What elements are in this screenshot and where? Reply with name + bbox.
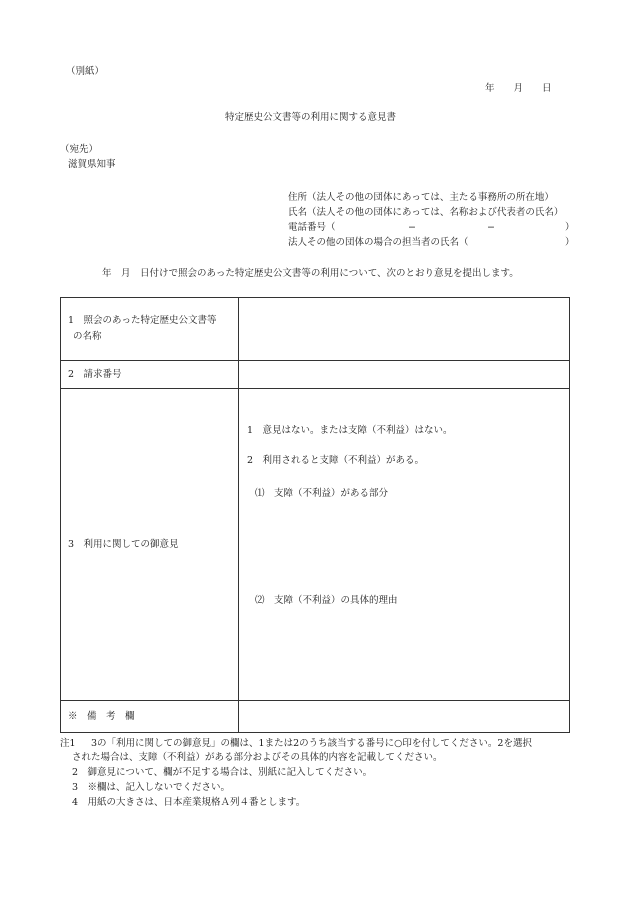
contact-label: 法人その他の団体の場合の担当者の氏名（	[288, 237, 469, 248]
row2-value-cell[interactable]	[239, 361, 570, 389]
row-document-name	[61, 298, 570, 361]
row1-label-line1: 1 照会のあった特定歴史公文書等	[68, 315, 217, 326]
date-line: 年 月 日	[485, 83, 552, 94]
row1-value-cell[interactable]	[239, 298, 570, 361]
document-title: 特定歴史公文書等の利用に関する意見書	[225, 112, 397, 123]
note-1-line-2: された場合は、支障（不利益）がある部分およびその具体的内容を記載してください。	[72, 752, 443, 763]
opinion-option-1[interactable]: 1 意見はない。または支障（不利益）はない。	[247, 425, 453, 436]
note-1-prefix: 注1	[60, 738, 76, 749]
note-2: 2 御意見について、欄が不足する場合は、別紙に記入してください。	[72, 767, 373, 778]
opinion-sub-2: ⑵ 支障（不利益）の具体的理由	[255, 595, 398, 606]
row1-label-line2: の名称	[73, 331, 102, 342]
applicant-phone-label: 電話番号（	[288, 222, 336, 233]
row-request-number	[61, 361, 570, 389]
applicant-address: 住所（法人その他の団体にあっては、主たる事務所の所在地）	[288, 192, 554, 203]
row-opinion	[61, 389, 570, 701]
addressee-prefix: （宛先）	[60, 144, 99, 155]
note-4: 4 用紙の大きさは、日本産業規格Ａ列４番とします。	[72, 797, 306, 808]
row4-value-cell	[239, 701, 570, 733]
row-remarks	[61, 701, 570, 733]
row2-label: 2 請求番号	[61, 361, 239, 389]
note-1-line-1: 3の「利用に関しての御意見」の欄は、1または2のうち該当する番号に○印を付してください。2を選択	[91, 738, 532, 749]
row4-label: ※ 備 考 欄	[61, 701, 239, 733]
row3-value-cell[interactable]	[239, 389, 570, 701]
opinion-option-2[interactable]: 2 利用されると支障（不利益）がある。	[247, 455, 425, 466]
addressee-name: 滋賀県知事	[68, 159, 116, 170]
contact-close: ）	[565, 237, 575, 248]
phone-dash-2: −	[487, 222, 495, 233]
attachment-label: （別紙）	[66, 66, 105, 77]
phone-dash-1: −	[408, 222, 416, 233]
intro-sentence: 年 月 日付けで照会のあった特定歴史公文書等の利用について、次のとおり意見を提出します。	[102, 268, 519, 279]
opinion-sub-1: ⑴ 支障（不利益）がある部分	[255, 488, 389, 499]
applicant-name: 氏名（法人その他の団体にあっては、名称および代表者の氏名）	[288, 207, 564, 218]
phone-close: ）	[565, 222, 575, 233]
row3-label: 3 利用に関しての御意見	[61, 389, 239, 701]
opinion-form-table	[60, 297, 570, 733]
note-3: 3 ※欄は、記入しないでください。	[72, 782, 231, 793]
row1-label	[61, 298, 239, 361]
